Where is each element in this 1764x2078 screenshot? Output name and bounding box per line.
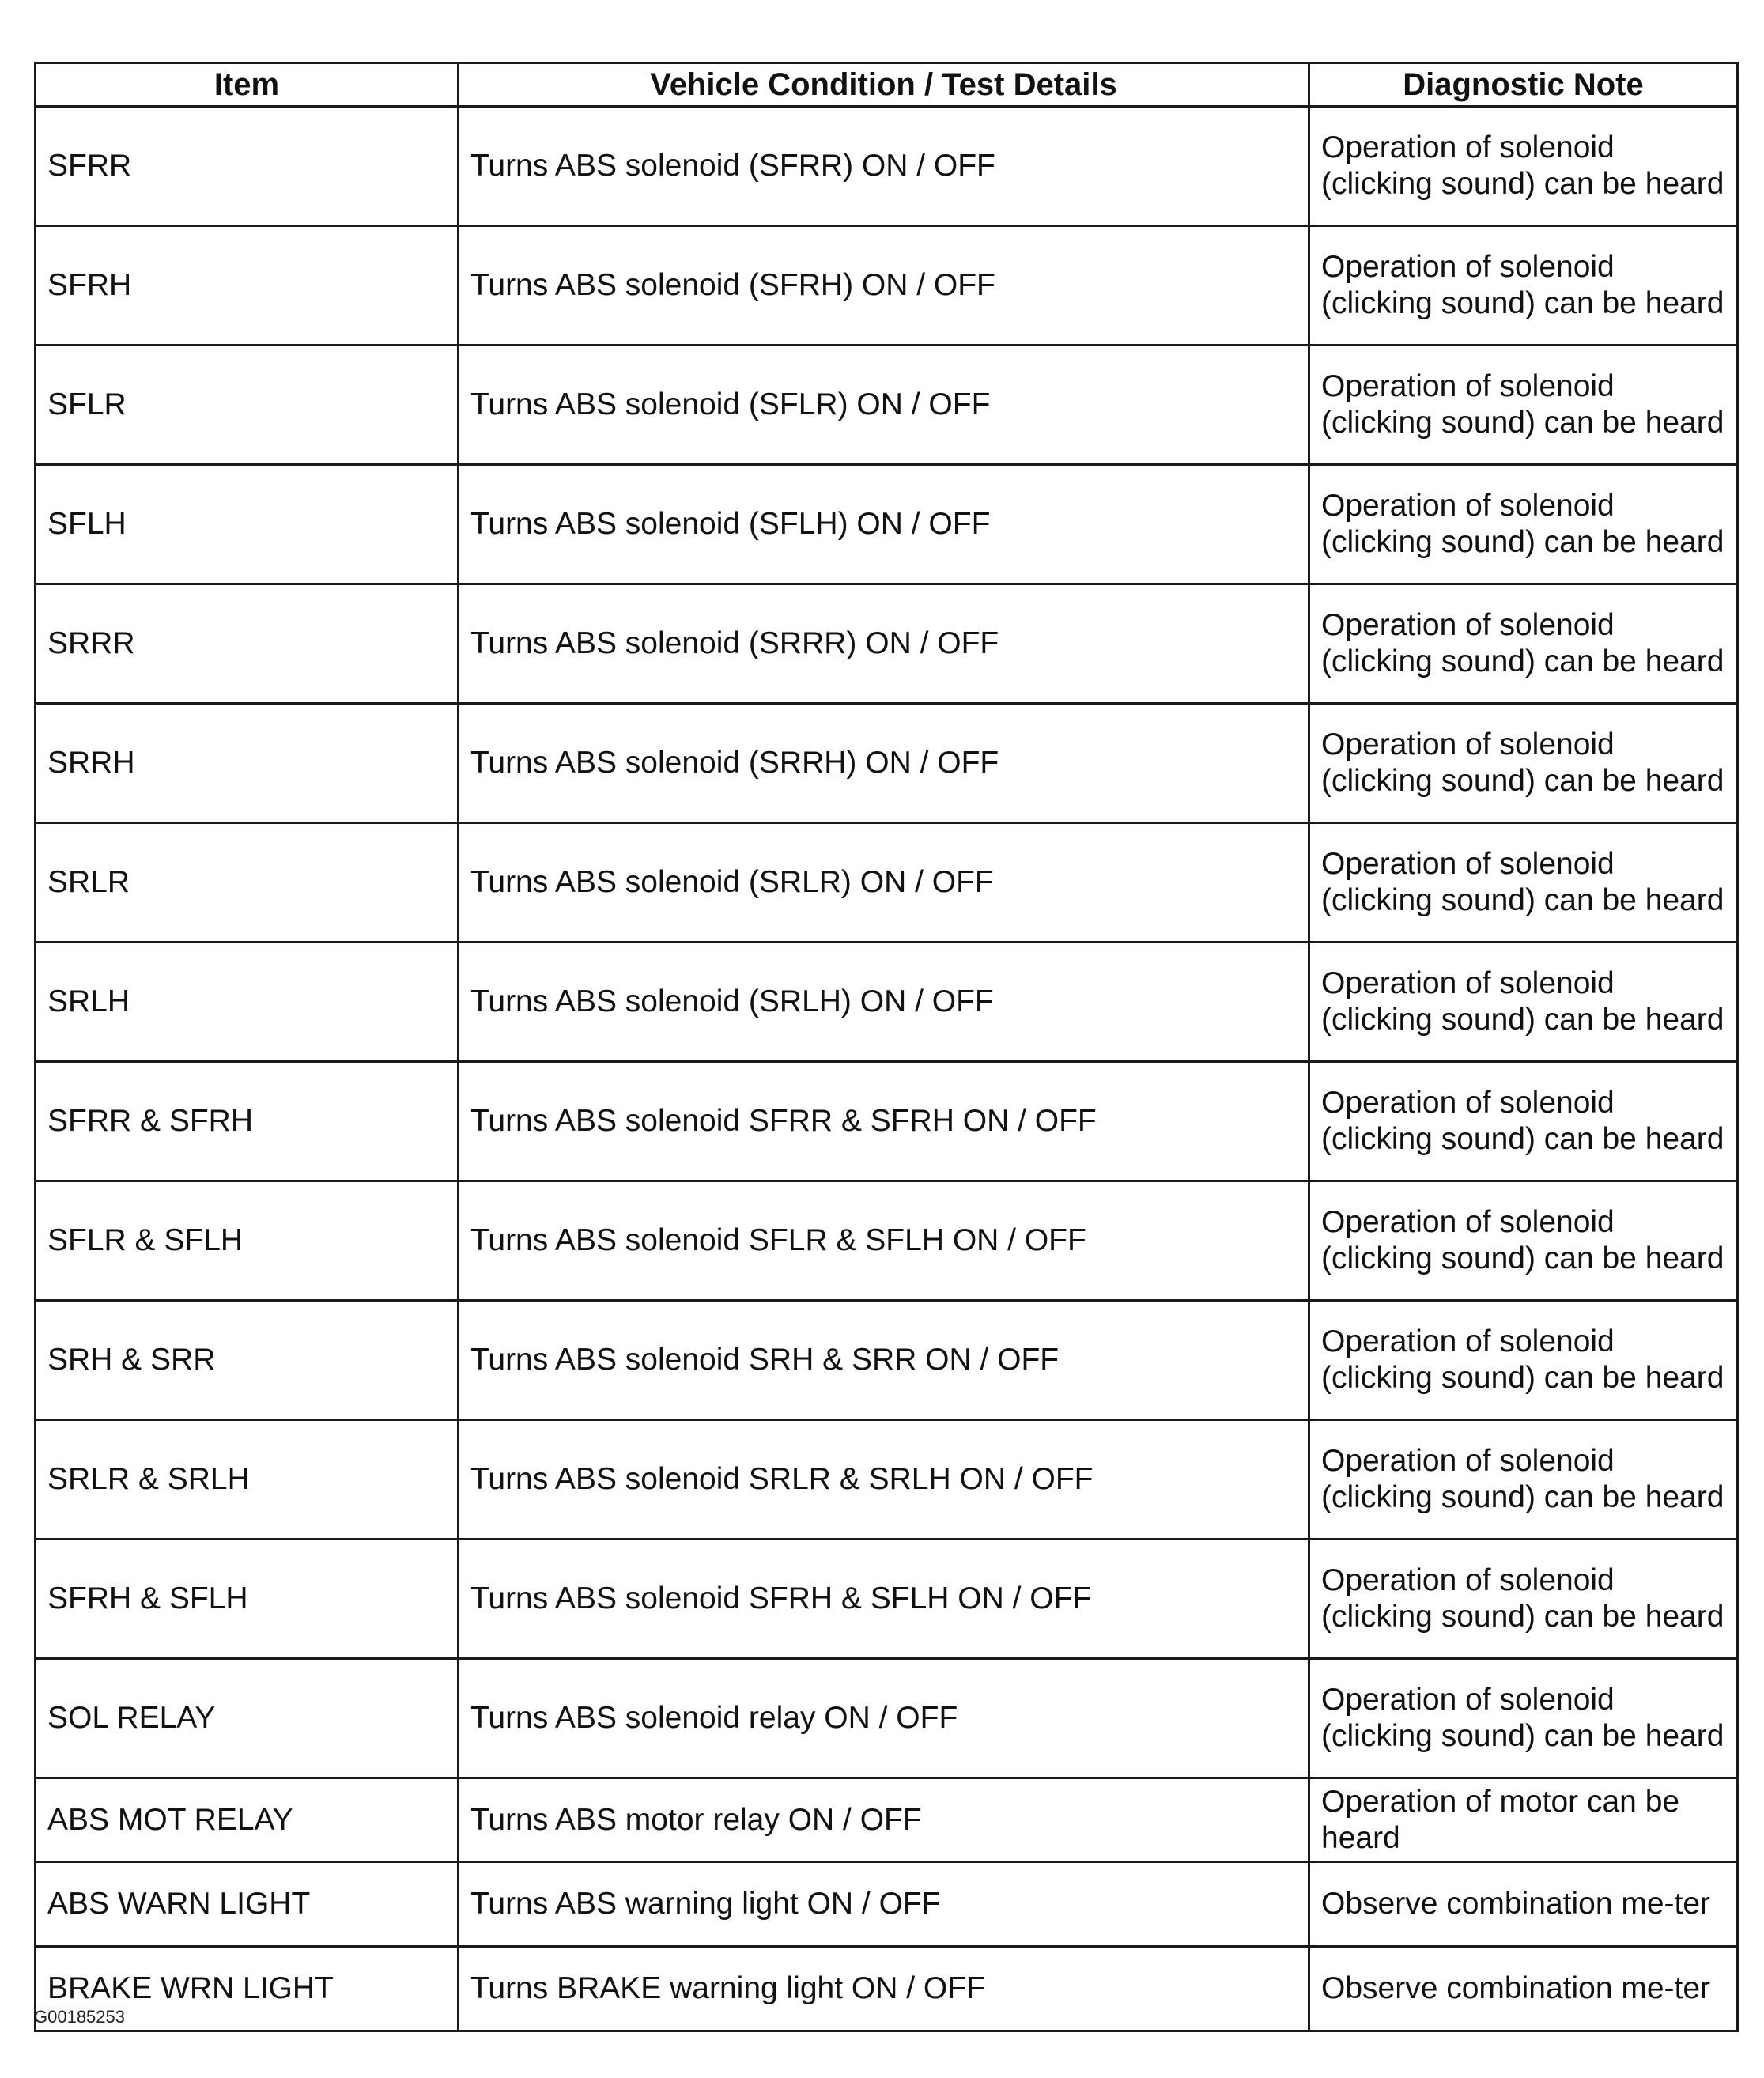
note-cell: Operation of solenoid (clicking sound) can be heard	[1309, 1420, 1738, 1540]
item-cell: SRLR & SRLH	[36, 1420, 459, 1540]
note-cell: Operation of motor can be heard	[1309, 1778, 1738, 1862]
note-cell: Observe combination me-ter	[1309, 1862, 1738, 1947]
detail-cell: Turns ABS solenoid (SRLH) ON / OFF	[459, 943, 1309, 1062]
note-cell: Operation of solenoid (clicking sound) can be heard	[1309, 704, 1738, 823]
note-cell: Operation of solenoid (clicking sound) can be heard	[1309, 107, 1738, 226]
table-row	[36, 1862, 1738, 1947]
table-row	[36, 943, 1738, 1062]
table-row	[36, 1778, 1738, 1862]
detail-cell: Turns ABS solenoid relay ON / OFF	[459, 1659, 1309, 1778]
figure-code: G00185253	[34, 2007, 125, 2027]
detail-cell: Turns ABS solenoid (SRRH) ON / OFF	[459, 704, 1309, 823]
item-cell: SFRH & SFLH	[36, 1540, 459, 1659]
item-cell: SFLR	[36, 346, 459, 465]
detail-cell: Turns ABS motor relay ON / OFF	[459, 1778, 1309, 1862]
note-cell: Operation of solenoid (clicking sound) can be heard	[1309, 346, 1738, 465]
detail-cell: Turns ABS solenoid (SRLR) ON / OFF	[459, 823, 1309, 943]
item-cell: ABS WARN LIGHT	[36, 1862, 459, 1947]
note-cell: Operation of solenoid (clicking sound) can be heard	[1309, 943, 1738, 1062]
header-diagnostic-note: Diagnostic Note	[1309, 63, 1738, 107]
item-cell: SFRH	[36, 226, 459, 346]
header-row	[36, 63, 1738, 107]
detail-cell: Turns ABS solenoid (SRRR) ON / OFF	[459, 584, 1309, 704]
note-cell: Operation of solenoid (clicking sound) can be heard	[1309, 1301, 1738, 1420]
item-cell: SFLH	[36, 465, 459, 584]
item-cell: SRH & SRR	[36, 1301, 459, 1420]
table-row	[36, 107, 1738, 226]
note-cell: Operation of solenoid (clicking sound) can be heard	[1309, 584, 1738, 704]
detail-cell: Turns ABS solenoid (SFLH) ON / OFF	[459, 465, 1309, 584]
detail-cell: Turns BRAKE warning light ON / OFF	[459, 1947, 1309, 2031]
item-cell: SRRR	[36, 584, 459, 704]
header-vehicle-condition: Vehicle Condition / Test Details	[459, 63, 1309, 107]
item-cell: SFRR & SFRH	[36, 1062, 459, 1181]
detail-cell: Turns ABS warning light ON / OFF	[459, 1862, 1309, 1947]
item-cell: SRLR	[36, 823, 459, 943]
note-cell: Operation of solenoid (clicking sound) can be heard	[1309, 465, 1738, 584]
item-cell: SFLR & SFLH	[36, 1181, 459, 1301]
item-cell: SFRR	[36, 107, 459, 226]
table-row	[36, 1181, 1738, 1301]
detail-cell: Turns ABS solenoid SRLR & SRLH ON / OFF	[459, 1420, 1309, 1540]
table-row	[36, 226, 1738, 346]
note-cell: Operation of solenoid (clicking sound) can be heard	[1309, 823, 1738, 943]
item-cell: SOL RELAY	[36, 1659, 459, 1778]
table-header	[36, 63, 1738, 107]
detail-cell: Turns ABS solenoid (SFRR) ON / OFF	[459, 107, 1309, 226]
table-row	[36, 1301, 1738, 1420]
detail-cell: Turns ABS solenoid (SFLR) ON / OFF	[459, 346, 1309, 465]
table-row	[36, 346, 1738, 465]
note-cell: Operation of solenoid (clicking sound) can be heard	[1309, 1540, 1738, 1659]
diagnostic-table-container	[34, 62, 1736, 2032]
table-row	[36, 465, 1738, 584]
note-cell: Operation of solenoid (clicking sound) can be heard	[1309, 1659, 1738, 1778]
table-row	[36, 704, 1738, 823]
detail-cell: Turns ABS solenoid SFRH & SFLH ON / OFF	[459, 1540, 1309, 1659]
note-cell: Operation of solenoid (clicking sound) can be heard	[1309, 226, 1738, 346]
detail-cell: Turns ABS solenoid SFRR & SFRH ON / OFF	[459, 1062, 1309, 1181]
table-body	[36, 107, 1738, 2031]
note-cell: Operation of solenoid (clicking sound) can be heard	[1309, 1062, 1738, 1181]
active-test-table	[34, 62, 1739, 2032]
table-row	[36, 1659, 1738, 1778]
table-row	[36, 1540, 1738, 1659]
note-cell: Operation of solenoid (clicking sound) can be heard	[1309, 1181, 1738, 1301]
detail-cell: Turns ABS solenoid (SFRH) ON / OFF	[459, 226, 1309, 346]
note-cell: Observe combination me-ter	[1309, 1947, 1738, 2031]
table-row	[36, 1062, 1738, 1181]
table-row	[36, 584, 1738, 704]
detail-cell: Turns ABS solenoid SFLR & SFLH ON / OFF	[459, 1181, 1309, 1301]
item-cell: SRRH	[36, 704, 459, 823]
item-cell: BRAKE WRN LIGHT	[36, 1947, 459, 2031]
detail-cell: Turns ABS solenoid SRH & SRR ON / OFF	[459, 1301, 1309, 1420]
header-item: Item	[36, 63, 459, 107]
table-row	[36, 1420, 1738, 1540]
table-row	[36, 823, 1738, 943]
table-row	[36, 1947, 1738, 2031]
item-cell: SRLH	[36, 943, 459, 1062]
item-cell: ABS MOT RELAY	[36, 1778, 459, 1862]
